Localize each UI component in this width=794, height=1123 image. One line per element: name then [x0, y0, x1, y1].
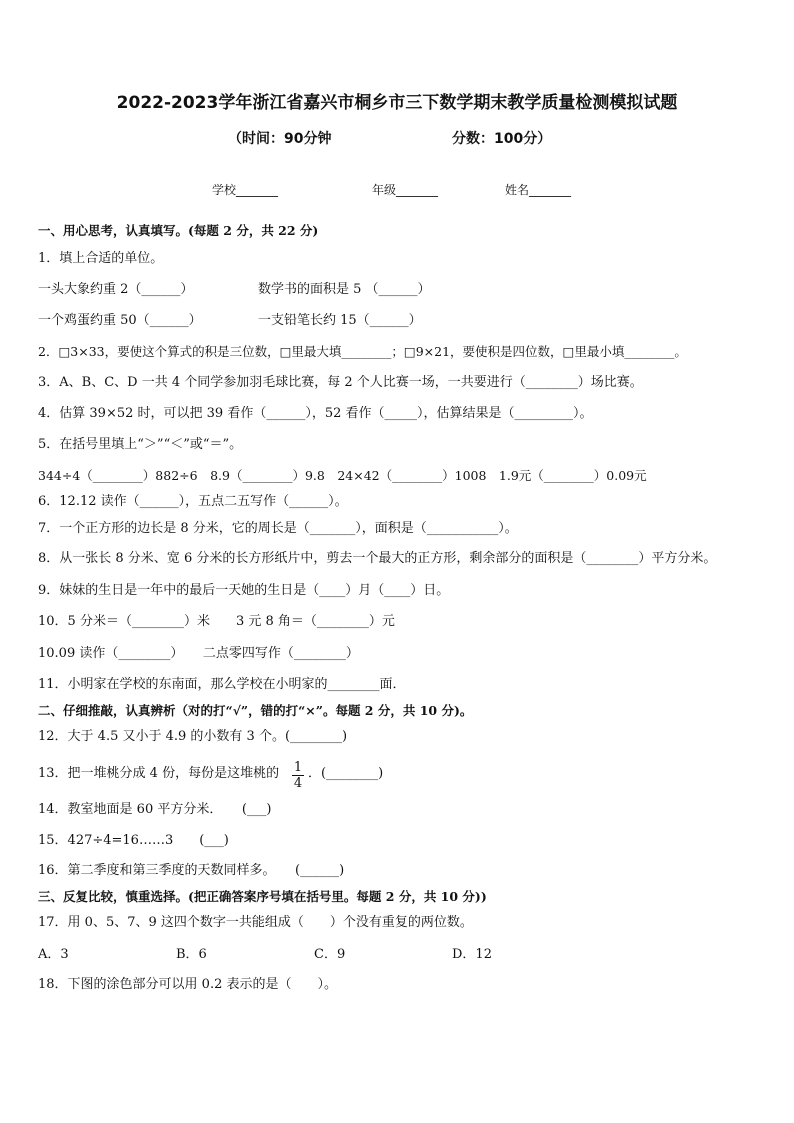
question-1a: 一头大象约重 2（______）: [38, 282, 194, 297]
page-title: 2022-2023学年浙江省嘉兴市桐乡市三下数学期末教学质量检测模拟试题: [116, 93, 678, 113]
question-1d: 一支铅笔长约 15（______）: [258, 313, 422, 328]
fraction-denominator: 4: [293, 776, 303, 791]
question-5-items: 344÷4（________）882÷6 8.9（________）9.8 24×42（________）1008 1.9元（________）0.09元: [38, 468, 647, 483]
name-field: 姓名_______: [505, 183, 572, 197]
question-1b: 数学书的面积是 5 （______）: [258, 282, 431, 297]
time-label: （时间：90分钟: [228, 131, 332, 147]
fraction-numerator: 1: [293, 760, 303, 775]
question-8: 8．从一张长 8 分米、宽 6 分米的长方形纸片中，剪去一个最大的正方形，剩余部分的面积是（________）平方分米。: [38, 551, 717, 566]
grade-field: 年级_______: [372, 183, 439, 197]
option-c: C．9: [314, 947, 346, 962]
question-3: 3．A、B、C、D 一共 4 个同学参加羽毛球比赛，每 2 个人比赛一场，一共要进行（________）场比赛。: [38, 375, 643, 390]
section-heading-3: 三、反复比较，慎重选择。(把正确答案序号填在括号里。每题 2 分，共 10 分)): [38, 889, 487, 904]
question-13-answer: ．(________): [308, 766, 384, 781]
question-1c: 一个鸡蛋约重 50（______）: [38, 313, 202, 328]
question-10b: 10.09 读作（________） 二点零四写作（________）: [38, 646, 359, 661]
question-11: 11．小明家在学校的东南面，那么学校在小明家的________面．: [38, 677, 406, 692]
question-16: 16．第二季度和第三季度的天数同样多。 (______): [38, 863, 345, 878]
question-6: 6．12.12 读作（______），五点二五写作（______）。: [38, 494, 348, 509]
score-label: 分数：100分）: [452, 131, 552, 147]
question-4: 4．估算 39×52 时，可以把 39 看作（______），52 看作（_____），估算结果是（_________）。: [38, 406, 593, 421]
question-12: 12．大于 4.5 又小于 4.9 的小数有 3 个。(________): [38, 729, 348, 744]
question-15: 15．427÷4=16……3 (___): [38, 833, 229, 848]
section-heading-1: 一、用心思考，认真填写。(每题 2 分，共 22 分): [38, 223, 319, 238]
question-13-text: 13．把一堆桃分成 4 份，每份是这堆桃的: [38, 766, 280, 781]
question-9: 9．妹妹的生日是一年中的最后一天她的生日是（____）月（____）日。: [38, 583, 450, 598]
question-1: 1．填上合适的单位。: [38, 251, 164, 266]
option-b: B．6: [176, 947, 207, 962]
question-2: 2．□3×33，要使这个算式的积是三位数，□里最大填________；□9×21，要使积是四位数，□里最小填________。: [38, 344, 687, 359]
question-18: 18．下图的涂色部分可以用 0.2 表示的是（ ）。: [38, 977, 337, 992]
question-5: 5．在括号里填上“＞”“＜”或“＝”。: [38, 437, 243, 452]
section-heading-2: 二、仔细推敲，认真辨析（对的打“√”，错的打“×”。每题 2 分，共 10 分)。: [38, 703, 473, 718]
question-7: 7．一个正方形的边长是 8 分米，它的周长是（_______），面积是（___________）。: [38, 521, 518, 536]
option-a: A．3: [38, 947, 69, 962]
school-field: 学校_______: [212, 183, 279, 197]
fraction-one-quarter: [292, 760, 304, 791]
option-d: D．12: [452, 947, 492, 962]
question-14: 14．教室地面是 60 平方分米． (___): [38, 802, 272, 817]
question-17: 17．用 0、5、7、9 这四个数字一共能组成（ ）个没有重复的两位数。: [38, 915, 473, 930]
question-10a: 10．5 分米＝（________）米 3 元 8 角＝（________）元: [38, 614, 395, 629]
